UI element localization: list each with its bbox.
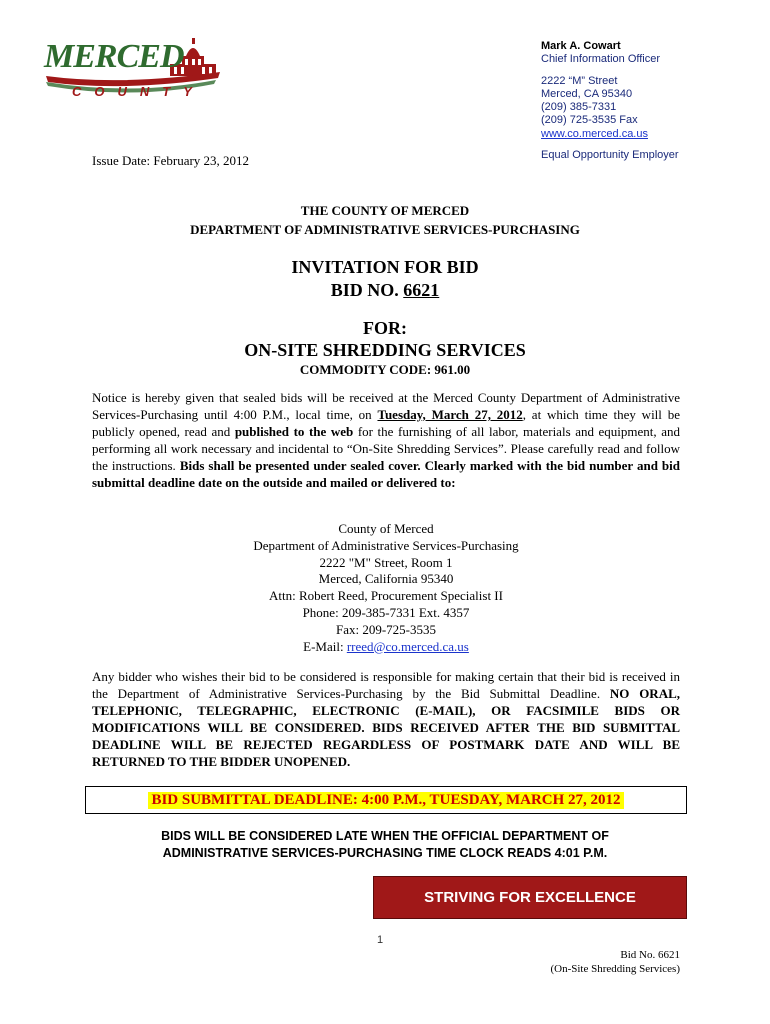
footer-service: (On-Site Shredding Services)	[550, 963, 680, 975]
notice-text-2: , at which time they will be publicly opened, read and	[92, 407, 680, 439]
invitation-heading: INVITATION FOR BID	[291, 257, 479, 277]
footer-bid-number: Bid No. 6621	[620, 949, 680, 961]
contact-phone: (209) 385-7331	[541, 101, 617, 114]
website-link[interactable]: www.co.merced.ca.us	[541, 127, 648, 140]
page-number: 1	[377, 934, 384, 946]
address-line: Fax: 209-725-3535	[335, 621, 437, 637]
contact-city: Merced, CA 95340	[541, 87, 633, 100]
email-link[interactable]: rreed@co.merced.ca.us	[346, 638, 469, 654]
email-label: E-Mail:	[303, 638, 347, 654]
service-heading: ON-SITE SHREDDING SERVICES	[244, 340, 526, 360]
late-notice-line: ADMINISTRATIVE SERVICES-PURCHASING TIME CLOCK READS 4:01 P.M.	[162, 846, 608, 860]
eoe-text: Equal Opportunity Employer	[541, 149, 679, 162]
deadline-text: BID SUBMITTAL DEADLINE: 4:00 P.M., TUESDAY, MARCH 27, 2012	[148, 792, 623, 809]
address-line: Phone: 209-385-7331 Ext. 4357	[302, 604, 470, 620]
for-heading: FOR:	[363, 318, 407, 338]
mailing-address	[92, 521, 680, 655]
bidder-text: Any bidder who wishes their bid to be considered is responsible for making certain that their bid is received in the Department of Administrative Services-Purchasing by the Bid Submittal Deadline.	[92, 669, 680, 701]
address-line: Attn: Robert Reed, Procurement Specialist II	[269, 588, 503, 604]
notice-published: published to the web	[234, 424, 354, 439]
contact-name: Mark A. Cowart	[541, 40, 621, 52]
footer	[480, 948, 680, 976]
notice-sealed: Bids shall be presented under sealed cover. Clearly marked with the bid number and bid submittal deadline date on the outside and mailed or delivered to:	[92, 458, 681, 490]
merced-county-logo	[42, 26, 232, 106]
logo-merced-text: MERCED	[44, 38, 184, 75]
contact-street: 2222 “M” Street	[541, 74, 618, 87]
notice-paragraph	[92, 389, 680, 491]
bidder-paragraph	[92, 668, 680, 770]
notice-date: Tuesday, March 27, 2012	[377, 407, 523, 422]
bid-prefix: BID NO.	[330, 280, 404, 300]
address-line: Merced, California 95340	[318, 571, 454, 587]
address-line: County of Merced	[338, 521, 434, 536]
late-notice	[100, 828, 670, 862]
commodity-code: COMMODITY CODE: 961.00	[299, 362, 471, 377]
bidder-warning: NO ORAL, TELEPHONIC, TELEGRAPHIC, ELECTRONIC (E-MAIL), OR FACSIMILE BIDS OR MODIFICATIONS WILL BE CONSIDERED. BIDS RECEIVED AFTER THE BID SUBMITTAL DEADLINE WILL BE REJECTED REGARDLESS OF POSTMARK DATE AND WILL BE RETURNED TO THE BIDDER UNOPENED.	[92, 686, 680, 769]
county-heading: THE COUNTY OF MERCED	[300, 203, 470, 218]
department-heading: DEPARTMENT OF ADMINISTRATIVE SERVICES-PURCHASING	[190, 222, 580, 237]
bid-number-heading	[60, 279, 710, 302]
contact-fax: (209) 725-3535 Fax	[541, 114, 638, 127]
issue-date: Issue Date: February 23, 2012	[92, 153, 250, 168]
address-line: 2222 "M" Street, Room 1	[319, 554, 453, 570]
striving-banner: STRIVING FOR EXCELLENCE	[373, 876, 687, 919]
address-line: Department of Administrative Services-Purchasing	[253, 537, 519, 553]
contact-title: Chief Information Officer	[541, 53, 661, 66]
deadline-box	[85, 786, 687, 814]
logo-county-text: COUNTY	[72, 84, 205, 99]
contact-block	[541, 40, 761, 162]
late-notice-line: BIDS WILL BE CONSIDERED LATE WHEN THE OFFICIAL DEPARTMENT OF	[161, 829, 609, 843]
notice-text-3: for the furnishing of all labor, materials and equipment, and performing all work necessary and incidental to “On-Site Shredding Services”. Please carefully read and follow the instructions.	[92, 424, 680, 473]
notice-text-1: Notice is hereby given that sealed bids will be received at the Merced County Department of Administrative Services-Purchasing until 4:00 P.M., local time, on	[92, 390, 680, 422]
bid-number: 6621	[403, 280, 440, 300]
